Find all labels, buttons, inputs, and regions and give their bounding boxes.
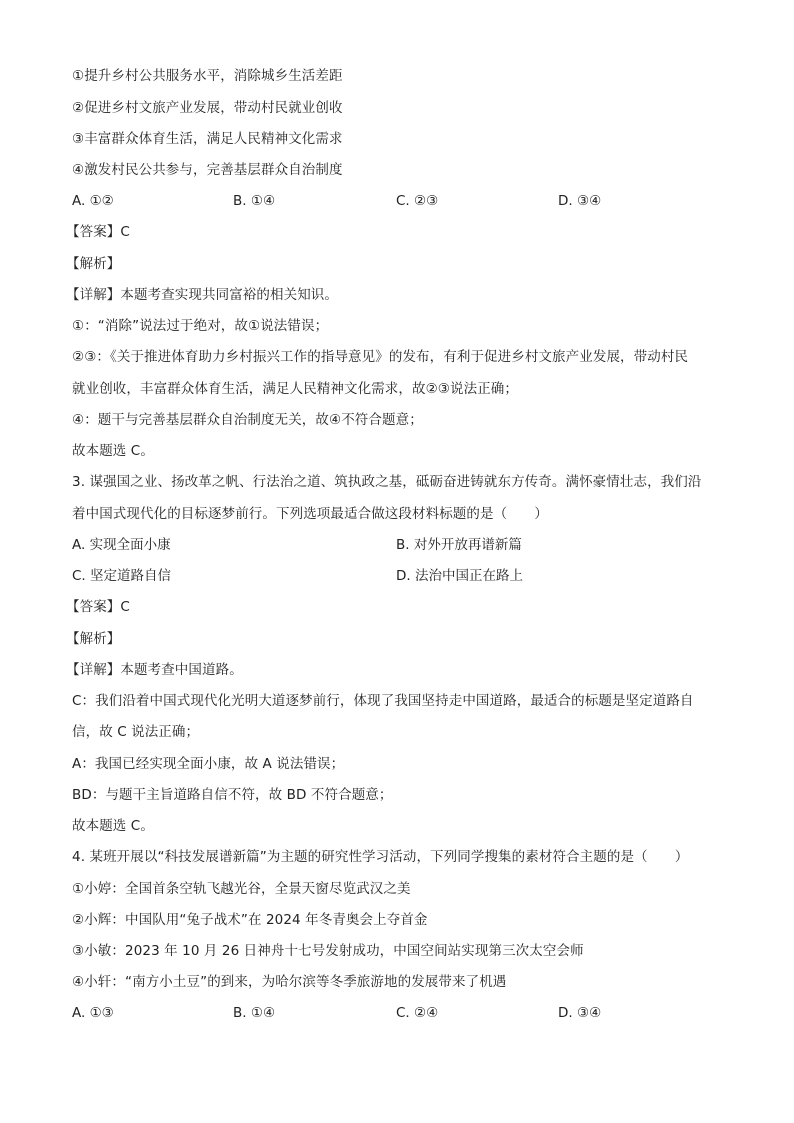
q2-detail-1: 【详解】本题考查实现共同富裕的相关知识。 bbox=[66, 287, 338, 303]
q3-answer: 【答案】C bbox=[66, 599, 130, 615]
q4-choices bbox=[72, 1003, 732, 1023]
q2-choice-c: C. ②③ bbox=[396, 193, 439, 209]
q2-answer: 【答案】C bbox=[66, 224, 130, 240]
q4-choice-b: B. ①④ bbox=[233, 1005, 276, 1021]
q3-analysis-label: 【解析】 bbox=[66, 631, 121, 647]
q2-statement-3: ③丰富群众体育生活，满足人民精神文化需求 bbox=[72, 131, 343, 147]
q2-statement-1: ①提升乡村公共服务水平，消除城乡生活差距 bbox=[72, 68, 343, 84]
q3-choice-b: B. 对外开放再谱新篇 bbox=[396, 537, 522, 553]
q3-choices-row-2 bbox=[72, 566, 732, 586]
q4-statement-3: ③小敏：2023 年 10 月 26 日神舟十七号发射成功，中国空间站实现第三次太空会师 bbox=[72, 943, 584, 959]
q3-stem-2: 着中国式现代化的目标逐梦前行。下列选项最适合做这段材料标题的是（ ） bbox=[72, 506, 548, 522]
q2-choice-b: B. ①④ bbox=[233, 193, 276, 209]
q3-detail-2: C：我们沿着中国式现代化光明大道逐梦前行，体现了我国坚持走中国道路，最适合的标题是坚定道路自 bbox=[72, 693, 694, 709]
q4-choice-a: A. ①③ bbox=[72, 1005, 114, 1021]
q2-detail-5: ④：题干与完善基层群众自治制度无关，故④不符合题意； bbox=[72, 412, 423, 428]
q3-detail-4: A：我国已经实现全面小康，故 A 说法错误； bbox=[72, 756, 345, 772]
q2-detail-6: 故本题选 C。 bbox=[72, 443, 154, 459]
q3-stem-1: 3. 谋强国之业、扬改革之帆、行法治之道、筑执政之基，砥砺奋进铸就东方传奇。满怀豪情壮志，我们沿 bbox=[72, 474, 702, 490]
q3-choice-d: D. 法治中国正在路上 bbox=[396, 568, 523, 584]
q4-choice-c: C. ②④ bbox=[396, 1005, 439, 1021]
q3-detail-5: BD：与题干主旨道路自信不符，故 BD 不符合题意； bbox=[72, 787, 393, 803]
q4-statement-1: ①小婷：全国首条空轨飞越光谷，全景天窗尽览武汉之美 bbox=[72, 881, 411, 897]
q3-detail-1: 【详解】本题考查中国道路。 bbox=[66, 662, 243, 678]
q3-detail-3: 信，故 C 说法正确； bbox=[72, 724, 200, 740]
q4-stem: 4. 某班开展以“科技发展谱新篇”为主题的研究性学习活动，下列同学搜集的素材符合主题的是（ ） bbox=[72, 849, 689, 865]
q2-detail-3: ②③：《关于推进体育助力乡村振兴工作的指导意见》的发布，有利于促进乡村文旅产业发展，带动村民 bbox=[72, 349, 689, 365]
q3-choice-a: A. 实现全面小康 bbox=[72, 537, 171, 553]
q2-statement-2: ②促进乡村文旅产业发展，带动村民就业创收 bbox=[72, 100, 343, 116]
q2-statement-4: ④激发村民公共参与，完善基层群众自治制度 bbox=[72, 162, 343, 178]
q2-analysis-label: 【解析】 bbox=[66, 256, 121, 272]
q2-detail-4: 就业创收，丰富群众体育生活，满足人民精神文化需求，故②③说法正确； bbox=[72, 381, 519, 397]
q4-choice-d: D. ③④ bbox=[558, 1005, 602, 1021]
q4-statement-4: ④小轩：“南方小土豆”的到来，为哈尔滨等冬季旅游地的发展带来了机遇 bbox=[72, 974, 507, 990]
q4-statement-2: ②小辉：中国队用“兔子战术”在 2024 年冬青奥会上夺首金 bbox=[72, 912, 428, 928]
q2-choices bbox=[72, 191, 732, 211]
q2-choice-a: A. ①② bbox=[72, 193, 114, 209]
q3-detail-6: 故本题选 C。 bbox=[72, 818, 154, 834]
q3-choice-c: C. 坚定道路自信 bbox=[72, 568, 172, 584]
q3-choices-row-1 bbox=[72, 535, 732, 555]
q2-choice-d: D. ③④ bbox=[558, 193, 602, 209]
q2-detail-2: ①：“消除”说法过于绝对，故①说法错误； bbox=[72, 318, 329, 334]
